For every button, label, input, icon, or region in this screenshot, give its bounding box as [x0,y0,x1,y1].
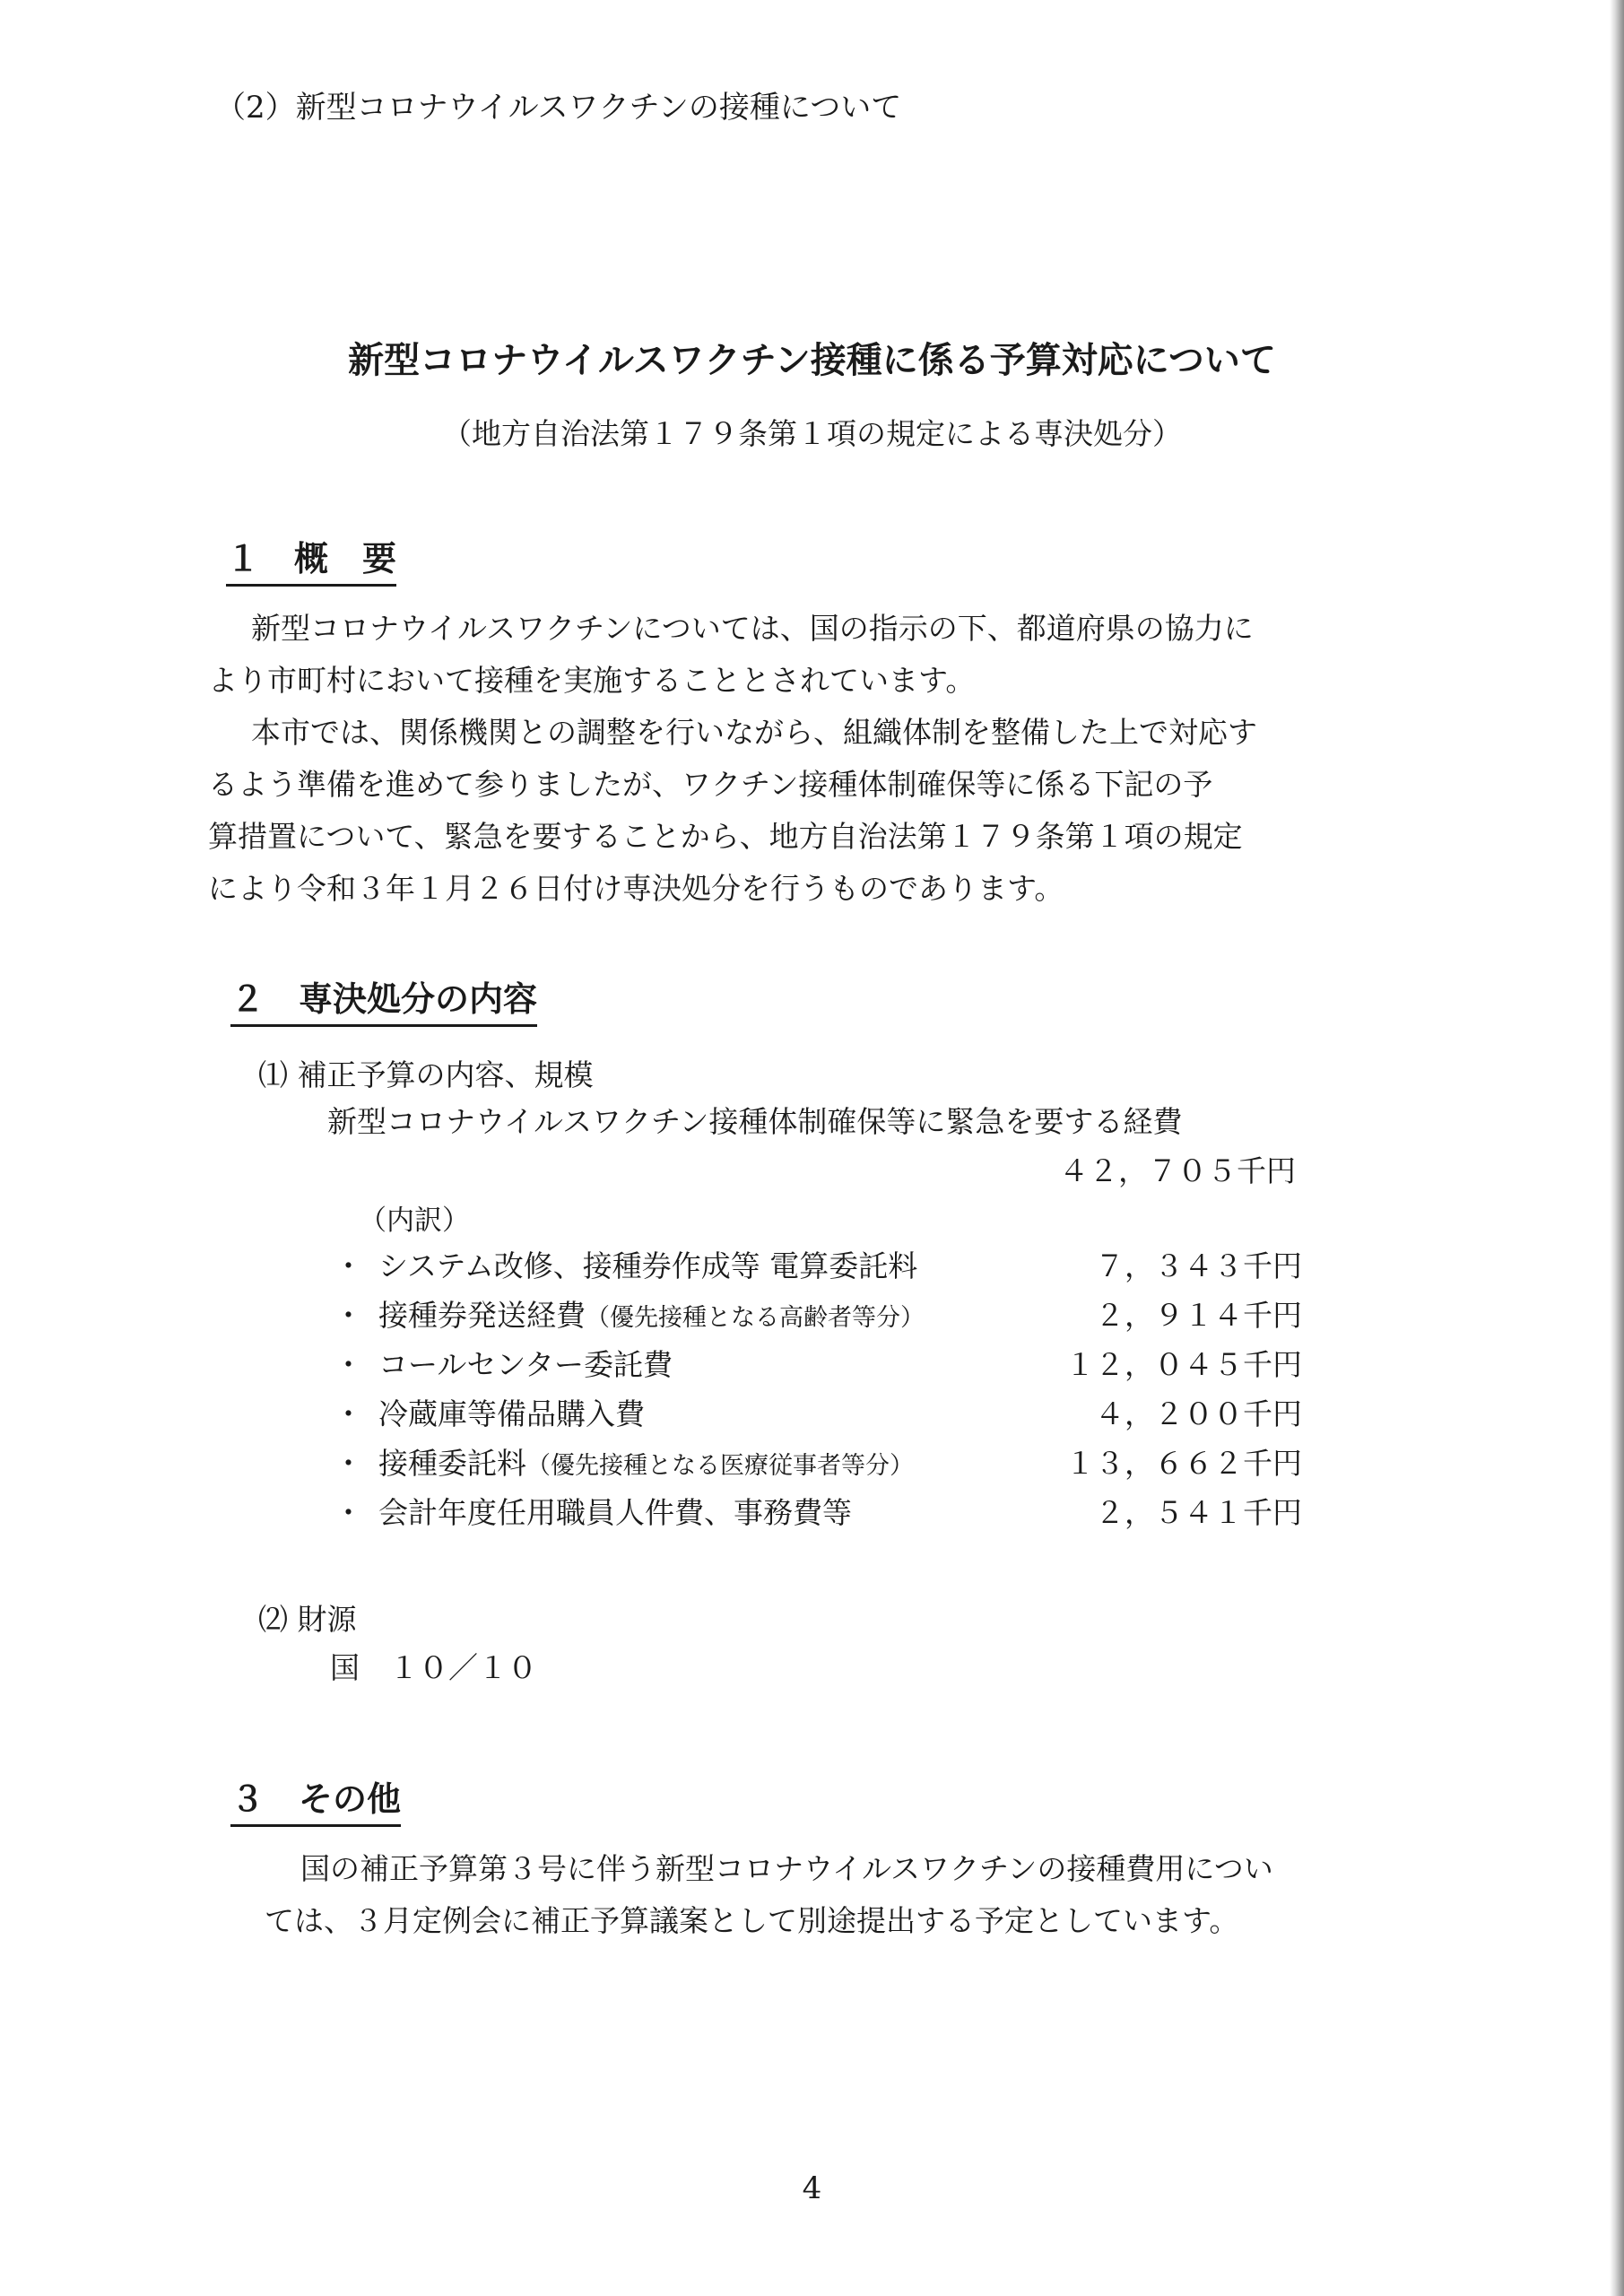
funding-source: 国 １０／１０ [330,1650,537,1685]
document-subtitle: （地方自治法第１７９条第１項の規定による専決処分） [442,416,1182,451]
bullet: ・ [334,1396,363,1431]
list-item [334,1292,1302,1342]
item-value: ４，２００千円 [1095,1396,1302,1431]
expense-total: ４２，７０５千円 [1059,1153,1296,1188]
section-1-body [208,603,1399,915]
section-header: （2）新型コロナウイルスワクチンの接種について [215,90,902,126]
paragraph-line: より市町村において接種を実施することとされています。 [208,663,976,698]
section-3-heading: ３ その他 [230,1771,401,1827]
paragraph-line: ては、３月定例会に補正予算議案として別途提出する予定としています。 [265,1903,1239,1938]
list-item [334,1391,1302,1440]
subsection-2-label: ⑵ 財源 [258,1602,357,1637]
breakdown-label: （内訳） [359,1205,470,1237]
section-1-heading: １ 概 要 [226,531,396,587]
page-number: 4 [802,2170,822,2206]
list-item [334,1243,1302,1292]
list-item [334,1342,1302,1391]
paragraph-line: により令和３年１月２６日付け専決処分を行うものであります。 [208,871,1064,906]
paragraph-line: 算措置について、緊急を要することから、地方自治法第１７９条第１項の規定 [208,819,1243,854]
item-value: ２，５４１千円 [1095,1495,1302,1530]
paragraph-line: 国の補正予算第３号に伴う新型コロナウイルスワクチンの接種費用につい [300,1851,1273,1886]
paragraph-line: 本市では、関係機関との調整を行いながら、組織体制を整備した上で対応す [251,715,1257,750]
item-value: １２，０４５千円 [1065,1347,1302,1382]
item-value: ７，３４３千円 [1095,1248,1302,1283]
item-label: 接種券発送経費（優先接種となる高齢者等分） [378,1298,925,1333]
item-label: 接種委託料（優先接種となる医療従事者等分） [378,1446,914,1481]
paragraph-line: 新型コロナウイルスワクチンについては、国の指示の下、都道府県の協力に [251,611,1254,646]
list-item [334,1490,1302,1539]
bullet: ・ [334,1446,363,1481]
expense-description: 新型コロナウイルスワクチン接種体制確保等に緊急を要する経費 [327,1104,1183,1139]
item-value: ２，９１４千円 [1095,1298,1302,1333]
breakdown-list [334,1243,1302,1539]
section-3-body [265,1843,1412,1947]
item-label: システム改修、接種券作成等 電算委託料 [378,1248,918,1283]
list-item [334,1440,1302,1490]
document-title: 新型コロナウイルスワクチン接種に係る予算対応について [348,340,1276,381]
subsection-1-label: ⑴ 補正予算の内容、規模 [258,1057,594,1092]
item-label: 冷蔵庫等備品購入費 [378,1396,645,1431]
section-2-heading: ２ 専決処分の内容 [230,971,537,1027]
bullet: ・ [334,1495,363,1530]
item-value: １３，６６２千円 [1065,1446,1302,1481]
paragraph-line: るよう準備を進めて参りましたが、ワクチン接種体制確保等に係る下記の予 [208,767,1213,802]
bullet: ・ [334,1298,363,1333]
item-label: 会計年度任用職員人件費、事務費等 [378,1495,852,1530]
bullet: ・ [334,1347,363,1382]
bullet: ・ [334,1248,363,1283]
item-label: コールセンター委託費 [378,1347,673,1382]
